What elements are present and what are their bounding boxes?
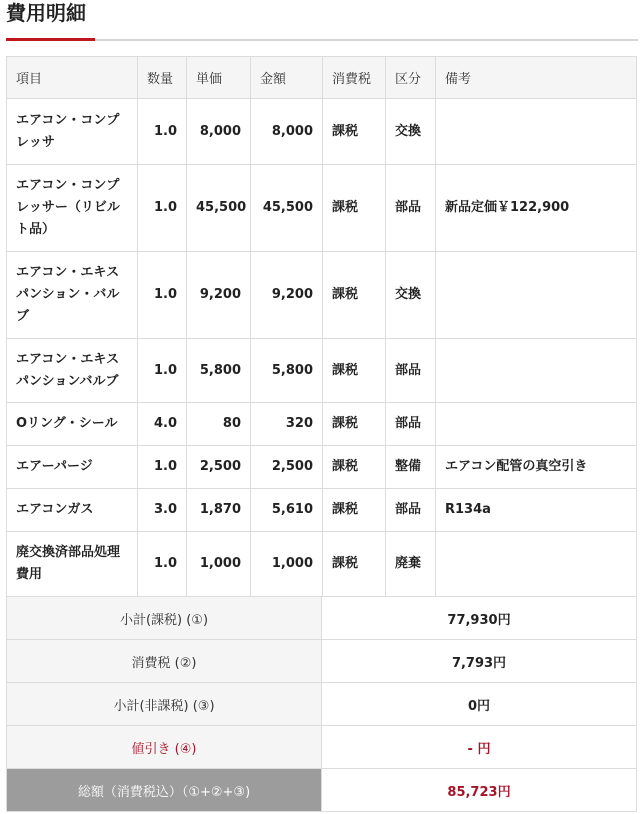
- item-amount: 8,000: [251, 99, 323, 165]
- item-unit-price: 9,200: [187, 252, 251, 339]
- item-name: エアーパージ: [7, 446, 138, 489]
- item-name: Oリング・シール: [7, 403, 138, 446]
- table-row: [7, 252, 637, 339]
- item-amount: 1,000: [251, 532, 323, 597]
- table-row: [7, 403, 637, 446]
- item-category: 交換: [386, 99, 436, 165]
- item-name: 廃交換済部品処理費用: [7, 532, 138, 597]
- header-quantity: 数量: [138, 57, 187, 99]
- consumption-tax-value: 7,793円: [322, 640, 637, 683]
- item-tax: 課税: [323, 489, 386, 532]
- item-amount: 2,500: [251, 446, 323, 489]
- item-amount: 9,200: [251, 252, 323, 339]
- item-unit-price: 5,800: [187, 339, 251, 403]
- item-note: [436, 99, 637, 165]
- item-tax: 課税: [323, 446, 386, 489]
- header-amount: 金額: [251, 57, 323, 99]
- grand-total-row: [7, 769, 637, 812]
- item-name: エアコン・コンプレッサー（リビルト品）: [7, 165, 138, 252]
- item-category: 廃棄: [386, 532, 436, 597]
- discount-value: - 円: [322, 726, 637, 769]
- totals-table: [6, 596, 637, 812]
- item-note: エアコン配管の真空引き: [436, 446, 637, 489]
- cost-detail-table: [6, 56, 637, 597]
- table-row: [7, 489, 637, 532]
- header-unit-price: 単価: [187, 57, 251, 99]
- item-name: エアコンガス: [7, 489, 138, 532]
- page-title: 費用明細: [6, 1, 86, 25]
- item-quantity: 1.0: [138, 532, 187, 597]
- item-name: エアコン・エキスパンション・バルブ: [7, 252, 138, 339]
- item-amount: 45,500: [251, 165, 323, 252]
- item-tax: 課税: [323, 252, 386, 339]
- subtotal-taxable-row: [7, 597, 637, 640]
- item-note: [436, 252, 637, 339]
- header-item: 項目: [7, 57, 138, 99]
- header-consumption-tax: 消費税: [323, 57, 386, 99]
- item-unit-price: 2,500: [187, 446, 251, 489]
- item-name: エアコン・エキスパンションバルブ: [7, 339, 138, 403]
- consumption-tax-row: [7, 640, 637, 683]
- subtotal-nontaxable-value: 0円: [322, 683, 637, 726]
- subtotal-nontaxable-row: [7, 683, 637, 726]
- subtotal-taxable-value: 77,930円: [322, 597, 637, 640]
- item-note: [436, 532, 637, 597]
- item-tax: 課税: [323, 339, 386, 403]
- item-quantity: 4.0: [138, 403, 187, 446]
- consumption-tax-label: 消費税 (②): [7, 640, 322, 683]
- table-row: [7, 446, 637, 489]
- item-amount: 5,610: [251, 489, 323, 532]
- table-row: [7, 339, 637, 403]
- item-note: [436, 339, 637, 403]
- title-underline-accent: [6, 38, 95, 41]
- header-category: 区分: [386, 57, 436, 99]
- item-category: 整備: [386, 446, 436, 489]
- item-unit-price: 80: [187, 403, 251, 446]
- item-quantity: 1.0: [138, 165, 187, 252]
- item-tax: 課税: [323, 165, 386, 252]
- item-category: 部品: [386, 339, 436, 403]
- item-amount: 5,800: [251, 339, 323, 403]
- item-quantity: 1.0: [138, 99, 187, 165]
- item-quantity: 3.0: [138, 489, 187, 532]
- item-note: [436, 403, 637, 446]
- item-quantity: 1.0: [138, 252, 187, 339]
- grand-total-label: 総額（消費税込）（①+②+③): [7, 769, 322, 812]
- subtotal-nontaxable-label: 小計(非課税) (③): [7, 683, 322, 726]
- item-note: R134a: [436, 489, 637, 532]
- title-underline: [6, 39, 638, 41]
- item-unit-price: 8,000: [187, 99, 251, 165]
- grand-total-value: 85,723円: [322, 769, 637, 812]
- discount-row: [7, 726, 637, 769]
- item-amount: 320: [251, 403, 323, 446]
- item-category: 部品: [386, 489, 436, 532]
- item-tax: 課税: [323, 99, 386, 165]
- item-name: エアコン・コンプレッサ: [7, 99, 138, 165]
- item-note: 新品定価￥122,900: [436, 165, 637, 252]
- header-note: 備考: [436, 57, 637, 99]
- table-row: [7, 532, 637, 597]
- item-unit-price: 1,870: [187, 489, 251, 532]
- item-category: 部品: [386, 403, 436, 446]
- item-unit-price: 45,500: [187, 165, 251, 252]
- item-tax: 課税: [323, 403, 386, 446]
- item-unit-price: 1,000: [187, 532, 251, 597]
- item-quantity: 1.0: [138, 339, 187, 403]
- table-row: [7, 165, 637, 252]
- item-quantity: 1.0: [138, 446, 187, 489]
- item-tax: 課税: [323, 532, 386, 597]
- table-header-row: [7, 57, 637, 99]
- table-row: [7, 99, 637, 165]
- item-category: 部品: [386, 165, 436, 252]
- item-category: 交換: [386, 252, 436, 339]
- subtotal-taxable-label: 小計(課税) (①): [7, 597, 322, 640]
- discount-label: 値引き (④): [7, 726, 322, 769]
